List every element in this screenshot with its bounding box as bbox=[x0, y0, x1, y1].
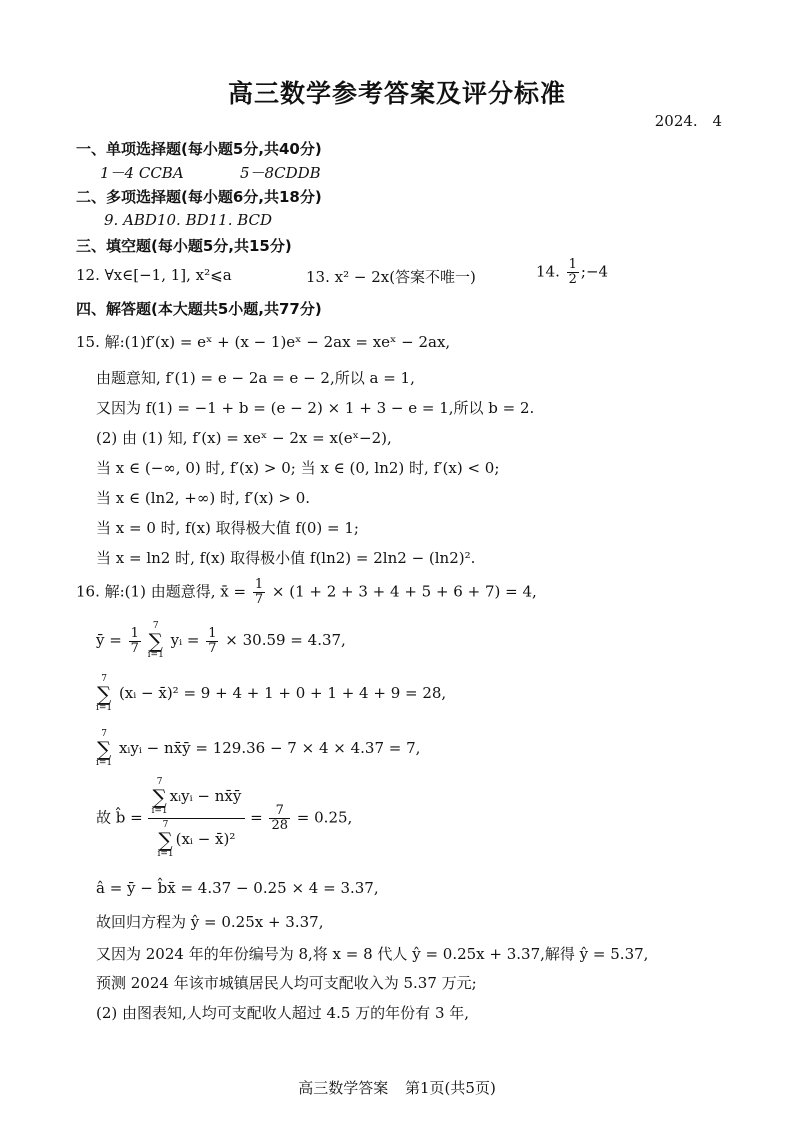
p16-line-8: 又因为 2024 年的年份编号为 8,将 x = 8 代人 ŷ = 0.25x + 3.37,解得 ŷ = 5.37, bbox=[96, 945, 649, 963]
p16-l5-eq: = bbox=[250, 808, 263, 827]
mc-answers-1-4: 1－4 CCBA bbox=[100, 164, 184, 182]
fraction-numerator: 1 bbox=[130, 625, 139, 641]
summation-symbol bbox=[148, 622, 164, 660]
p16-l2-mid: yᵢ = bbox=[170, 631, 200, 649]
sum-upper: 7 bbox=[152, 621, 159, 631]
p16-l1-post: × (1 + 2 + 3 + 4 + 5 + 6 + 7) = 4, bbox=[271, 582, 537, 601]
page-footer bbox=[0, 1077, 794, 1098]
p16-l2-post: × 30.59 = 4.37, bbox=[225, 631, 346, 649]
fraction-denominator: 7 bbox=[208, 640, 217, 656]
sigma-icon: ∑ bbox=[96, 682, 112, 706]
mc-answers-5-8: 5－8CDDB bbox=[240, 164, 321, 182]
p15-line-2: 由题意知, f′(1) = e − 2a = e − 2,所以 a = 1, bbox=[96, 369, 415, 387]
summation-symbol bbox=[96, 675, 112, 713]
sigma-icon: ∑ bbox=[148, 629, 163, 653]
p15-line-3: 又因为 f(1) = −1 + b = (e − 2) × 1 + 3 − e = 1,所以 b = 2. bbox=[96, 399, 535, 417]
fraction-numerator: 1 bbox=[254, 577, 264, 592]
section-single-choice-heading: 一、单项选择题(每小题5分,共40分) bbox=[76, 140, 322, 158]
fill-answer-13: 13. x² − 2x(答案不唯一) bbox=[306, 268, 476, 286]
p16-line-2 bbox=[96, 622, 346, 660]
fraction-denominator: 2 bbox=[568, 272, 577, 287]
sigma-icon: ∑ bbox=[158, 828, 173, 852]
summation-symbol bbox=[96, 730, 112, 768]
p16-line-6: â = ȳ − b̂x̄ = 4.37 − 0.25 × 4 = 3.37, bbox=[96, 879, 379, 897]
sigma-icon: ∑ bbox=[96, 737, 112, 761]
summation-symbol bbox=[157, 821, 173, 859]
sum-lower: i=1 bbox=[147, 650, 164, 660]
sum-lower: i=1 bbox=[96, 758, 113, 768]
sum-upper: 7 bbox=[101, 729, 107, 739]
fraction-denominator: 7 bbox=[254, 592, 264, 607]
fraction-7-28 bbox=[269, 804, 290, 833]
p15-line-5: 当 x ∈ (−∞, 0) 时, f′(x) > 0; 当 x ∈ (0, ln2) 时, f′(x) < 0; bbox=[96, 459, 500, 477]
multi-choice-answers: 9. ABD10. BD11. BCD bbox=[104, 211, 273, 229]
fill-14-number: 14. bbox=[536, 262, 560, 281]
b-hat-denominator-text: (xᵢ − x̄)² bbox=[175, 830, 236, 848]
sum-upper: 7 bbox=[156, 777, 163, 787]
fraction-denominator: 28 bbox=[271, 818, 289, 833]
summation-symbol bbox=[152, 778, 168, 816]
p16-line-4 bbox=[96, 730, 420, 768]
p16-l1-pre: 16. 解:(1) 由题意得, x̄ = bbox=[76, 582, 247, 601]
fraction-numerator: 1 bbox=[568, 257, 577, 272]
fraction-numerator: 1 bbox=[208, 625, 217, 641]
p16-line-5 bbox=[96, 778, 352, 859]
section-fill-blank-heading: 三、填空题(每小题5分,共15分) bbox=[76, 237, 292, 255]
p16-l5-pre: 故 b̂ = bbox=[96, 808, 143, 827]
page-title: 高三数学参考答案及评分标准 bbox=[227, 79, 566, 108]
sum-upper: 7 bbox=[101, 674, 107, 684]
footer-doc-name: 高三数学答案 bbox=[298, 1079, 389, 1097]
p15-line-6: 当 x ∈ (ln2, +∞) 时, f′(x) > 0. bbox=[96, 489, 311, 507]
p16-line-10: (2) 由图表知,人均可支配收人超过 4.5 万的年份有 3 年, bbox=[96, 1004, 470, 1022]
p16-l5-post: = 0.25, bbox=[296, 808, 353, 827]
sum-lower: i=1 bbox=[96, 703, 113, 713]
p15-line-8: 当 x = ln2 时, f(x) 取得极小值 f(ln2) = 2ln2 − (ln2)². bbox=[96, 549, 476, 567]
p16-line-1 bbox=[76, 578, 537, 607]
footer-page-number: 第1页(共5页) bbox=[405, 1079, 496, 1097]
p16-line-3 bbox=[96, 675, 446, 713]
b-hat-fraction bbox=[148, 778, 246, 859]
section-multi-choice-heading: 二、多项选择题(每小题6分,共18分) bbox=[76, 188, 322, 206]
p16-l3-post: (xᵢ − x̄)² = 9 + 4 + 1 + 0 + 1 + 4 + 9 = 28, bbox=[118, 684, 447, 702]
fraction-numerator: 7 bbox=[269, 804, 290, 819]
p15-line-4: (2) 由 (1) 知, f′(x) = xeˣ − 2x = x(eˣ−2), bbox=[96, 429, 392, 447]
fraction-denominator: 7 bbox=[130, 640, 139, 656]
b-hat-numerator-text: xᵢyᵢ − nx̄ȳ bbox=[169, 787, 242, 805]
fraction-one-seventh bbox=[129, 627, 141, 656]
b-hat-denominator bbox=[148, 819, 246, 859]
p15-line-7: 当 x = 0 时, f(x) 取得极大值 f(0) = 1; bbox=[96, 519, 359, 537]
document-date: 2024. 4 bbox=[654, 112, 722, 130]
section-solution-heading: 四、解答题(本大题共5小题,共77分) bbox=[76, 300, 322, 318]
sum-lower: i=1 bbox=[151, 806, 168, 816]
b-hat-numerator bbox=[148, 778, 246, 819]
p16-line-9: 预测 2024 年该市城镇居民人均可支配收入为 5.37 万元; bbox=[96, 974, 477, 992]
fill-14-rest: ;−4 bbox=[580, 262, 609, 281]
p16-l2-pre: ȳ = bbox=[96, 631, 122, 649]
fraction-one-half bbox=[567, 258, 579, 287]
fraction-one-seventh bbox=[253, 578, 265, 607]
sum-upper: 7 bbox=[162, 820, 169, 830]
p16-line-7: 故回归方程为 ŷ = 0.25x + 3.37, bbox=[96, 913, 324, 931]
fill-answer-14 bbox=[536, 258, 608, 287]
fraction-one-seventh bbox=[206, 627, 218, 656]
p15-line-1: 15. 解:(1)f′(x) = eˣ + (x − 1)eˣ − 2ax = xeˣ − 2ax, bbox=[76, 333, 451, 351]
sum-lower: i=1 bbox=[157, 849, 174, 859]
sigma-icon: ∑ bbox=[152, 785, 167, 809]
fill-answer-12: 12. ∀x∈[−1, 1], x²⩽a bbox=[76, 266, 232, 284]
p16-l4-post: xᵢyᵢ − nx̄ȳ = 129.36 − 7 × 4 × 4.37 = 7, bbox=[118, 739, 421, 757]
